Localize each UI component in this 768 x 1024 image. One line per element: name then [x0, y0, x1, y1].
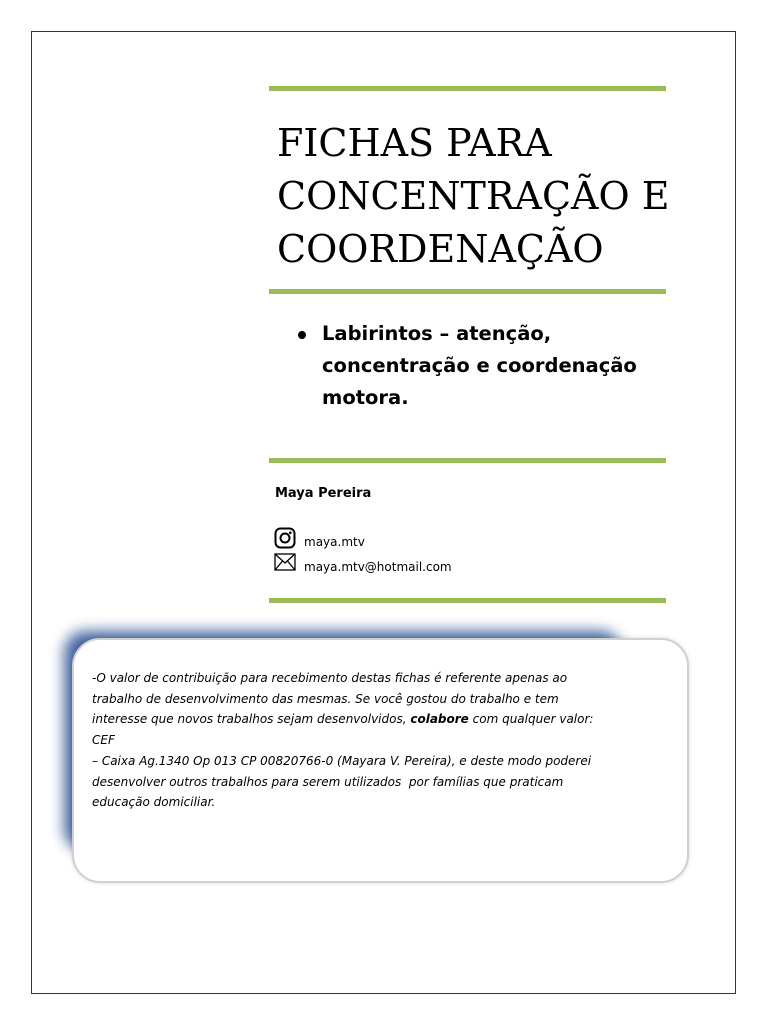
top-divider	[269, 86, 666, 91]
email-contact	[274, 553, 452, 575]
subtitle-line-2: concentração e coordenação	[322, 354, 637, 377]
instagram-contact	[274, 527, 365, 549]
note-line-1: -O valor de contribuição para recebimento destas fichas é referente apenas ao	[92, 671, 568, 685]
note-line-6: educação domiciliar.	[92, 795, 216, 810]
author-name: Maya Pereira	[275, 486, 372, 501]
subtitle-line-1: Labirintos – atenção,	[322, 322, 552, 345]
email-address: maya.mtv@hotmail.com	[304, 560, 452, 574]
note-line-5: desenvolver outros trabalhos para serem utilizados por famílias que praticam	[92, 774, 564, 789]
page-title	[277, 117, 697, 276]
title-line-2: CONCENTRAÇÃO E	[277, 174, 670, 218]
subtitle-bullet-item	[298, 318, 678, 414]
instagram-handle: maya.mtv	[304, 535, 365, 549]
subtitle-line-3: motora.	[322, 386, 409, 409]
note-line-3	[92, 709, 612, 750]
subtitle-divider	[269, 458, 666, 463]
title-divider	[269, 289, 666, 294]
contact-divider	[269, 598, 666, 603]
note-line-3-start: interesse que novos trabalhos sejam desenvolvidos,	[92, 712, 411, 727]
note-line-4: – Caixa Ag.1340 Op 013 CP 00820766-0 (Mayara V. Pereira), e deste modo poderei	[92, 753, 592, 768]
title-line-1: FICHAS PARA	[277, 121, 552, 165]
note-line-2: trabalho de desenvolvimento das mesmas. Se você gostou do trabalho e tem	[92, 691, 559, 706]
bullet-icon	[298, 331, 306, 339]
title-line-3: COORDENAÇÃO	[277, 227, 604, 271]
note-emphasis: colabore	[410, 712, 469, 727]
contribution-note	[92, 668, 612, 813]
note-line-3-end: com qualquer valor: CEF	[92, 712, 594, 748]
instagram-icon	[274, 527, 296, 549]
envelope-icon	[274, 553, 296, 575]
